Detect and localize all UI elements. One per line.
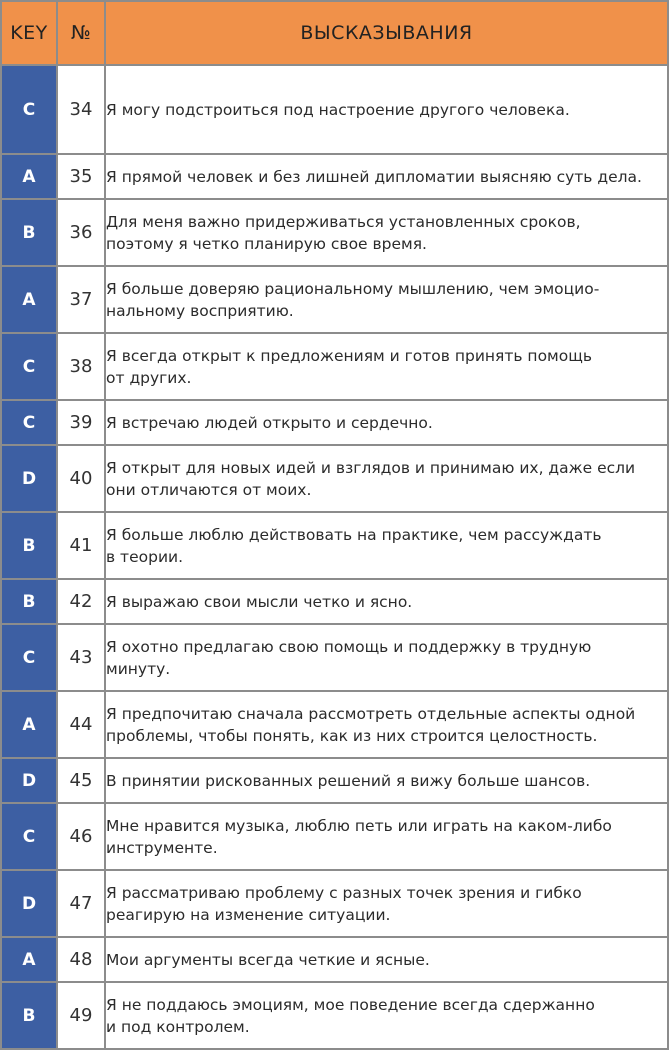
table-row [1,870,668,937]
table-row [1,445,668,512]
row-number: 35 [57,154,105,199]
row-number: 47 [57,870,105,937]
row-statement: Я больше доверяю рациональному мышлению, чем эмоцио- нальному восприятию. [105,266,668,333]
header-row [1,1,668,65]
row-number: 34 [57,65,105,154]
row-key: C [1,624,57,691]
header-number: № [57,1,105,65]
table-row [1,65,668,154]
row-key: D [1,445,57,512]
row-key: D [1,870,57,937]
table-row [1,579,668,624]
row-number: 45 [57,758,105,803]
row-key: B [1,512,57,579]
row-key: A [1,937,57,982]
table-row [1,512,668,579]
row-key: A [1,691,57,758]
table-row [1,333,668,400]
row-statement: Я могу подстроиться под настроение другого человека. [105,65,668,154]
row-statement: В принятии рискованных решений я вижу больше шансов. [105,758,668,803]
table-row [1,691,668,758]
row-number: 42 [57,579,105,624]
row-statement: Мои аргументы всегда четкие и ясные. [105,937,668,982]
table-row [1,400,668,445]
table-row [1,199,668,266]
row-number: 40 [57,445,105,512]
row-statement: Я прямой человек и без лишней дипломатии выясняю суть дела. [105,154,668,199]
row-number: 39 [57,400,105,445]
row-key: D [1,758,57,803]
row-key: B [1,199,57,266]
row-number: 36 [57,199,105,266]
row-key: A [1,154,57,199]
row-statement: Я не поддаюсь эмоциям, мое поведение всегда сдержанно и под контролем. [105,982,668,1049]
header-key: KEY [1,1,57,65]
table-row [1,982,668,1049]
row-number: 44 [57,691,105,758]
table-row [1,758,668,803]
row-key: B [1,579,57,624]
table-row [1,803,668,870]
row-statement: Я открыт для новых идей и взглядов и принимаю их, даже если они отличаются от моих. [105,445,668,512]
row-key: A [1,266,57,333]
row-number: 43 [57,624,105,691]
row-number: 41 [57,512,105,579]
row-statement: Я больше люблю действовать на практике, чем рассуждать в теории. [105,512,668,579]
row-statement: Я предпочитаю сначала рассмотреть отдельные аспекты одной проблемы, чтобы понять, как из них строится целостность. [105,691,668,758]
row-key: C [1,803,57,870]
table-row [1,937,668,982]
row-number: 37 [57,266,105,333]
row-number: 48 [57,937,105,982]
row-statement: Я всегда открыт к предложениям и готов принять помощь от других. [105,333,668,400]
table-row [1,154,668,199]
row-number: 46 [57,803,105,870]
row-key: C [1,400,57,445]
row-statement: Я охотно предлагаю свою помощь и поддержку в трудную минуту. [105,624,668,691]
row-number: 49 [57,982,105,1049]
row-statement: Я рассматриваю проблему с разных точек зрения и гибко реагирую на изменение ситуации. [105,870,668,937]
row-key: C [1,65,57,154]
table-row [1,624,668,691]
header-statements: ВЫСКАЗЫВАНИЯ [105,1,668,65]
row-statement: Я выражаю свои мысли четко и ясно. [105,579,668,624]
row-statement: Для меня важно придерживаться установленных сроков, поэтому я четко планирую свое время. [105,199,668,266]
row-statement: Мне нравится музыка, люблю петь или играть на каком-либо инструменте. [105,803,668,870]
row-number: 38 [57,333,105,400]
row-key: C [1,333,57,400]
row-key: B [1,982,57,1049]
row-statement: Я встречаю людей открыто и сердечно. [105,400,668,445]
table-row [1,266,668,333]
